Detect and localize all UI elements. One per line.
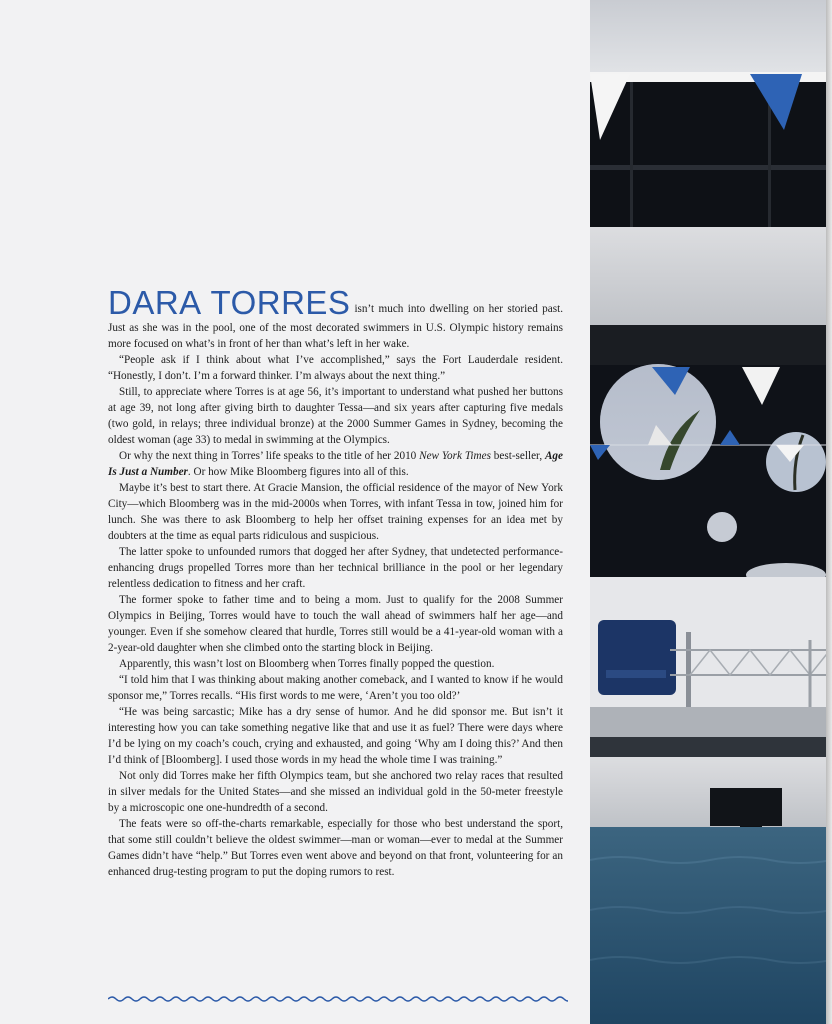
paragraph: The latter spoke to unfounded rumors that dogged her after Sydney, that undetected performance-enhancing drugs propelled Torres more than her technical brilliance in the pool or her legendary relentless dedication to fitness and her craft. xyxy=(108,546,563,590)
paragraph: Still, to appreciate where Torres is at age 56, it’s important to understand what pushed her buttons at age 39, not long after giving birth to daughter Tessa—and six years after capturing five medals (two gold, in relays; three individual bronze) at the 2000 Summer Games in Sydney, becoming the oldest woman (age 33) to medal in swimming at the Olympics. xyxy=(108,386,563,446)
diving-platform-image xyxy=(590,0,832,1024)
page-edge xyxy=(826,0,832,1024)
lead-paragraph xyxy=(108,286,563,352)
paragraph: Not only did Torres make her fifth Olympics team, but she anchored two relay races that resulted in silver medals for the United States—and she missed an individual gold in the 50-meter freestyle by a microscopic one one-hundredth of a second. xyxy=(108,770,563,814)
wave-divider xyxy=(108,994,568,1004)
paragraph-text: Or why the next thing in Torres’ life speaks to the title of her 2010 xyxy=(119,450,420,462)
book-title: Age Is Just a Number xyxy=(108,450,563,478)
paragraph: “He was being sarcastic; Mike has a dry sense of humor. And he did sponsor me. But isn’t it interesting how you can take something negative like that and use it as fuel? There were days where I’d be lying on my coach’s couch, crying and exhausted, and going ‘Why am I doing this?’ And then I’d think of [Bloomberg]. I used those words in my head the whole time I was training.” xyxy=(108,706,563,766)
paragraph: “People ask if I think about what I’ve accomplished,” says the Fort Lauderdale resident. “Honestly, I don’t. I’m a forward thinker. I’m always about the next thing.” xyxy=(108,354,563,382)
paragraph: Maybe it’s best to start there. At Gracie Mansion, the official residence of the mayor of New York City—which Bloomberg was in the mid-2000s when Torres, with infant Tessa in tow, joined him for lunch. She was there to ask Bloomberg to help her offset training expenses for an idea met by doubters at the time as equal parts ridiculous and suspicious. xyxy=(108,482,563,542)
publication-title: New York Times xyxy=(419,450,491,462)
article-body xyxy=(108,286,563,880)
subject-name-heading: DARA TORRES xyxy=(108,284,351,321)
paragraph: The former spoke to father time and to being a mom. Just to qualify for the 2008 Summer Olympics in Beijing, Torres would have to touch the wall ahead of swimmers half her age—and younger. Even if she somehow cleared that hurdle, Torres still would be a 41-year-old woman with a 2-year-old daughter when she climbed onto the starting block in Beijing. xyxy=(108,594,563,654)
pool-photo xyxy=(590,0,832,1024)
paragraph: Apparently, this wasn’t lost on Bloomberg when Torres finally popped the question. xyxy=(119,658,495,670)
paragraph-text: . Or how Mike Bloomberg figures into all of this. xyxy=(187,466,409,478)
paragraph: “I told him that I was thinking about making another comeback, and I wanted to know if he would sponsor me,” Torres recalls. “His first words to me were, ‘Aren’t you too old?’ xyxy=(108,674,563,702)
paragraph: The feats were so off-the-charts remarkable, especially for those who best understand the sport, that some still couldn’t believe the oldest swimmer—man or woman—ever to medal at the Summer Games didn’t have “help.” But Torres even went above and beyond on that front, volunteering for an enhanced drug-testing program to put the doping rumors to rest. xyxy=(108,818,563,878)
paragraph-text: best-seller, xyxy=(490,450,545,462)
paragraph xyxy=(108,448,563,480)
lead-paragraph-text: isn’t much into dwelling on her storied past. Just as she was in the pool, one of the most decorated swimmers in U.S. Olympic history remains more focused on what’s in front of her than what’s left in her wake. xyxy=(108,303,563,350)
